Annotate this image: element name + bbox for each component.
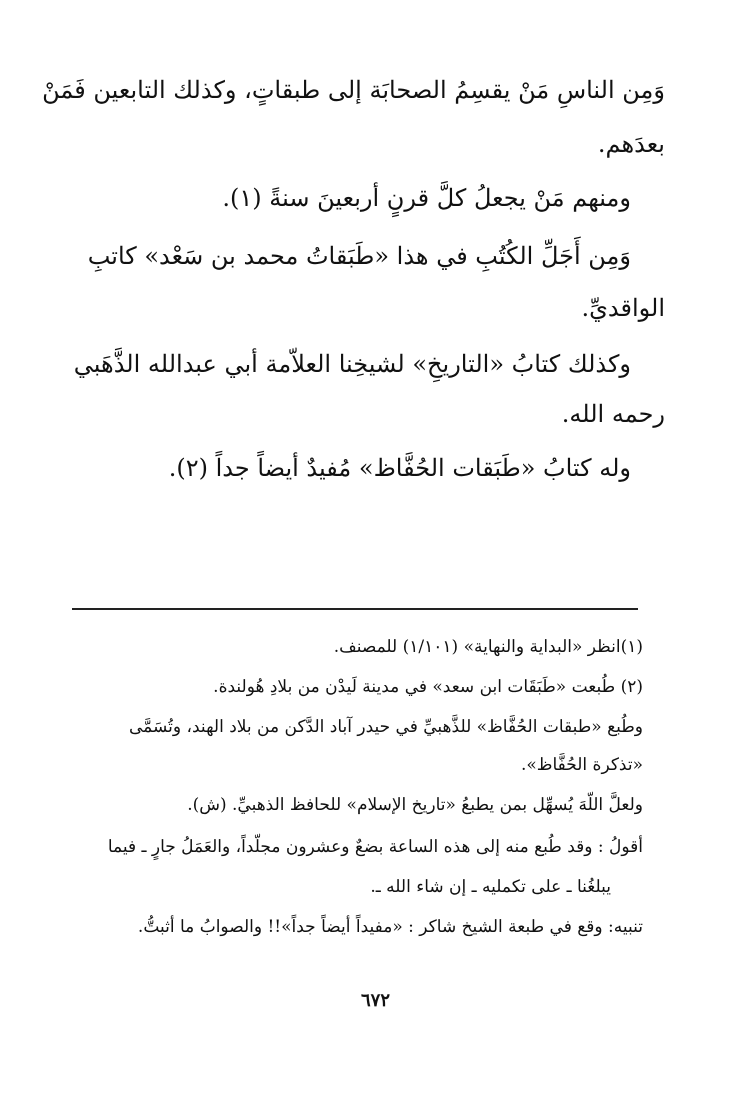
footnote-line: وطُبع «طبقات الحُفَّاظ» للذَّهبيِّ في حيدر آباد الدَّكن من بلاد الهند، وتُسَمَّى [129, 717, 643, 737]
footnote-line: تنبيه: وقع في طبعة الشيخ شاكر : «مفيداً أيضاً جداً»!! والصوابُ ما أثبتُّ. [137, 917, 643, 937]
body-line: الواقديِّ. [581, 294, 665, 322]
footnote-line: (١)انظر «البداية والنهاية» (١/١٠١) للمصنف. [333, 637, 643, 657]
body-line: وله كتابُ «طَبَقات الحُفَّاظ» مُفيدٌ أيضاً جداً (٢). [168, 454, 631, 482]
footnote-line: «تذكرة الحُفَّاظ». [520, 755, 643, 775]
body-line: وَمِن أَجَلِّ الكُتُبِ في هذا «طَبَقاتُ محمد بن سَعْد» كاتبِ [87, 242, 631, 270]
footnote-line: أقولُ : وقد طُبع منه إلى هذه الساعة بضعٌ وعشرون مجلّداً، والعَمَلُ جارٍ ـ فيما [107, 837, 643, 857]
footnote-line: (٢) طُبعت «طَبَقَات ابن سعد» في مدينة لَيدْن من بلادِ هُولندة. [213, 677, 643, 697]
body-line: ومنهم مَنْ يجعلُ كلَّ قرنٍ أربعينَ سنةً (١). [222, 184, 631, 212]
footnote-line: يبلغُنا ـ على تكمليه ـ إن شاء الله ـ. [370, 877, 611, 897]
body-line: رحمه الله. [561, 400, 665, 428]
footnote-divider [72, 608, 638, 610]
footnote-line: ولعلَّ اللّهَ يُسهِّل بمن يطبعُ «تاريخ الإسلام» للحافظ الذهبيِّ. (ش). [187, 795, 643, 815]
page-number: ٦٧٢ [360, 990, 390, 1011]
body-line: وَمِن الناسِ مَنْ يقسِمُ الصحابَة إلى طبقاتٍ، وكذلك التابعين فَمَنْ [42, 76, 665, 104]
body-line: بعدَهم. [597, 130, 665, 158]
body-line: وكذلك كتابُ «التاريخِ» لشيخِنا العلاّمة أبي عبدالله الذَّهَبي [73, 350, 631, 378]
